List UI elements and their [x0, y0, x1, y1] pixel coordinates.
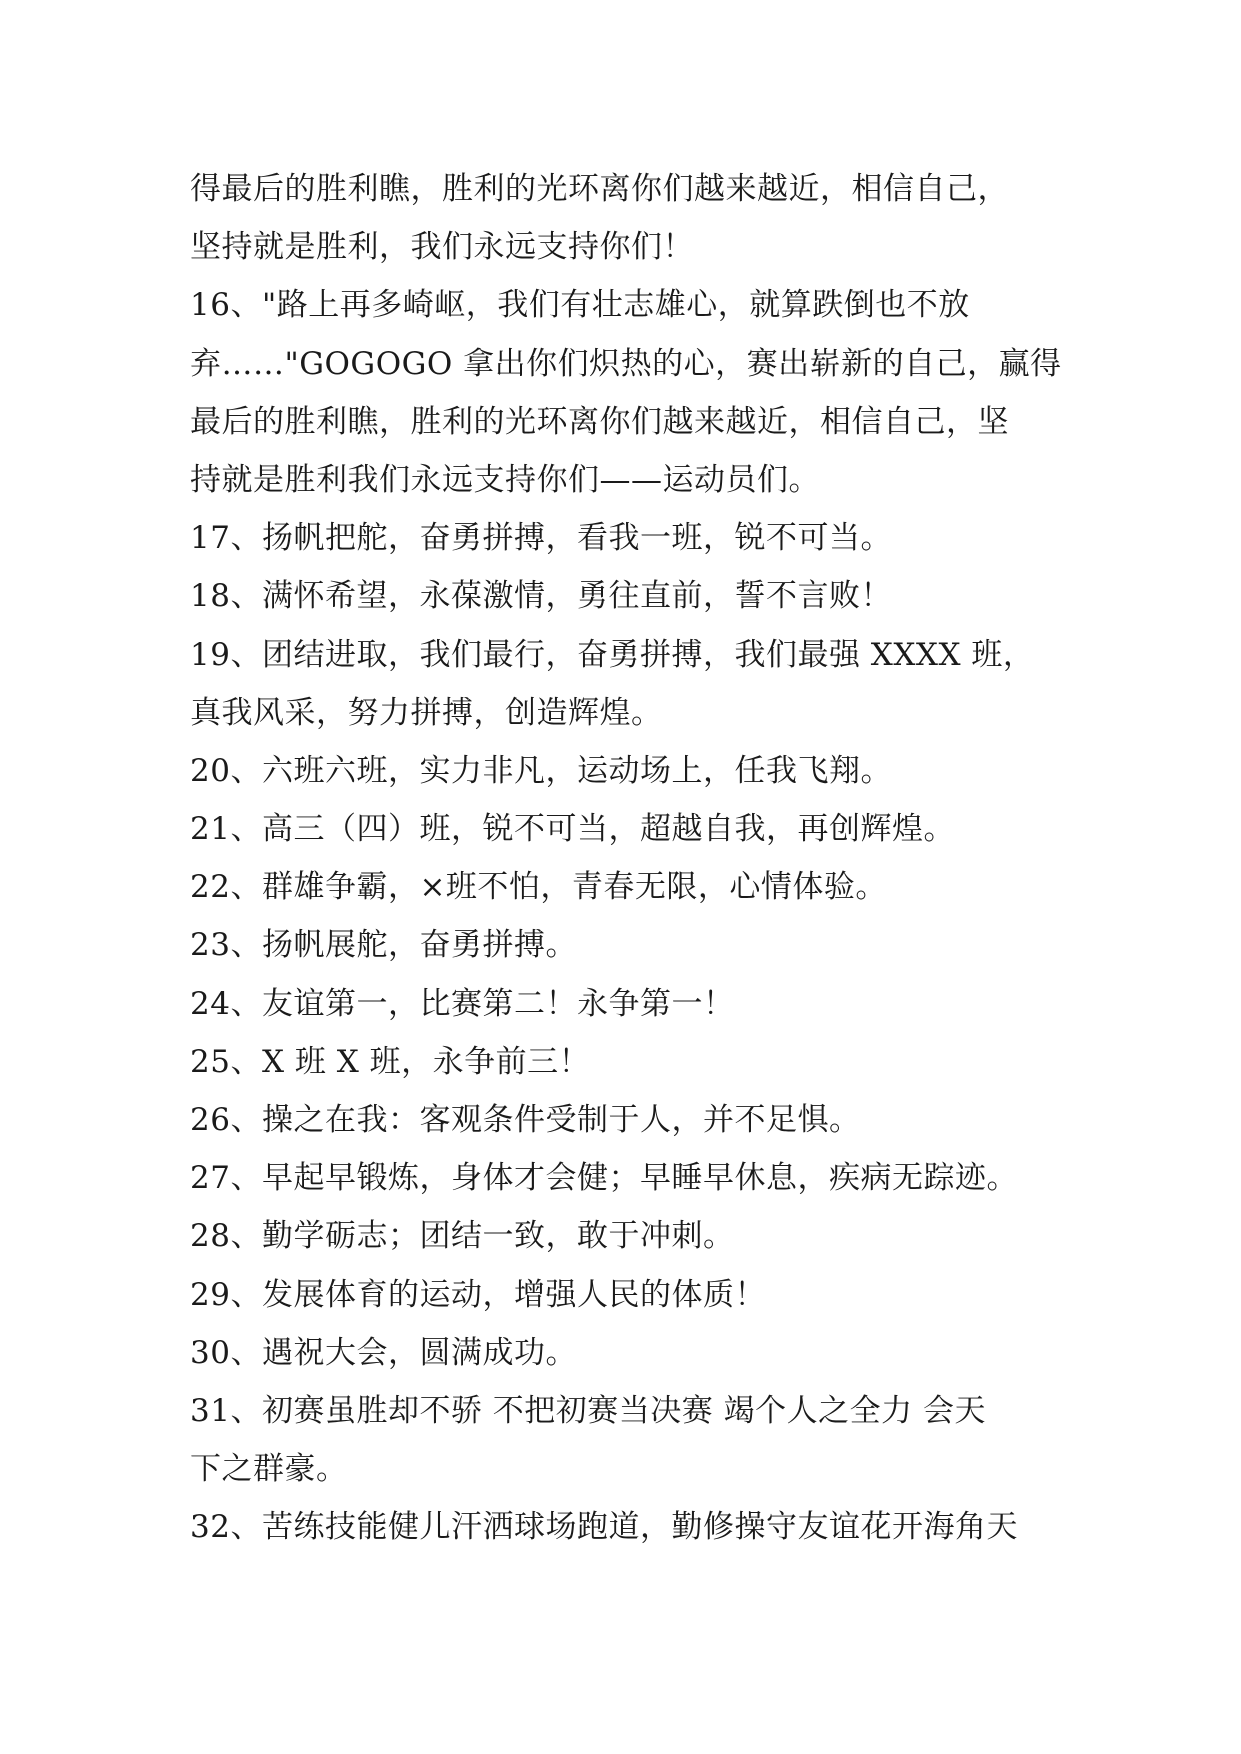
text-line: 22、群雄争霸，×班不怕，青春无限，心情体验。 — [190, 869, 887, 906]
text-line: 31、初赛虽胜却不骄 不把初赛当决赛 竭个人之全力 会天 — [190, 1392, 987, 1429]
text-line: 坚持就是胜利，我们永远支持你们！ — [190, 229, 694, 266]
text-line: 30、遇祝大会，圆满成功。 — [190, 1334, 577, 1371]
text-line: 21、高三（四）班，锐不可当，超越自我，再创辉煌。 — [190, 811, 955, 848]
text-line: 得最后的胜利瞧，胜利的光环离你们越来越近，相信自己， — [190, 171, 1009, 207]
text-line: 26、操之在我：客观条件受制于人，并不足惧。 — [190, 1102, 861, 1138]
text-line: 29、发展体育的运动，增强人民的体质！ — [190, 1276, 766, 1313]
text-line: 弃……"GOGOGO 拿出你们炽热的心，赛出崭新的自己，赢得 — [190, 345, 1062, 382]
text-line: 23、扬帆展舵，奋勇拼搏。 — [190, 927, 577, 964]
text-line: 20、六班六班，实力非凡，运动场上，任我飞翔。 — [190, 752, 892, 789]
text-line: 16、"路上再多崎岖，我们有壮志雄心，就算跌倒也不放 — [190, 287, 970, 324]
text-line: 25、X 班 X 班，永争前三！ — [190, 1043, 591, 1080]
text-line: 24、友谊第一，比赛第二！永争第一！ — [190, 985, 735, 1022]
text-line: 32、苦练技能健儿汗洒球场跑道，勤修操守友谊花开海角天 — [190, 1509, 1018, 1546]
text-line: 持就是胜利我们永远支持你们——运动员们。 — [190, 461, 820, 498]
text-line: 18、满怀希望，永葆激情，勇往直前，誓不言败！ — [190, 578, 892, 615]
text-line: 28、勤学砺志；团结一致，敢于冲刺。 — [190, 1218, 735, 1255]
text-line: 27、早起早锻炼，身体才会健；早睡早休息，疾病无踪迹。 — [190, 1160, 1018, 1197]
text-line: 最后的胜利瞧，胜利的光环离你们越来越近，相信自己，坚 — [190, 403, 1009, 440]
text-line: 真我风采，努力拼搏，创造辉煌。 — [190, 694, 663, 731]
document-body — [190, 160, 1090, 1557]
text-line: 19、团结进取，我们最行，奋勇拼搏，我们最强 XXXX 班， — [190, 636, 1035, 673]
text-line: 下之群豪。 — [190, 1451, 348, 1488]
text-line: 17、扬帆把舵，奋勇拼搏，看我一班，锐不可当。 — [190, 520, 892, 557]
